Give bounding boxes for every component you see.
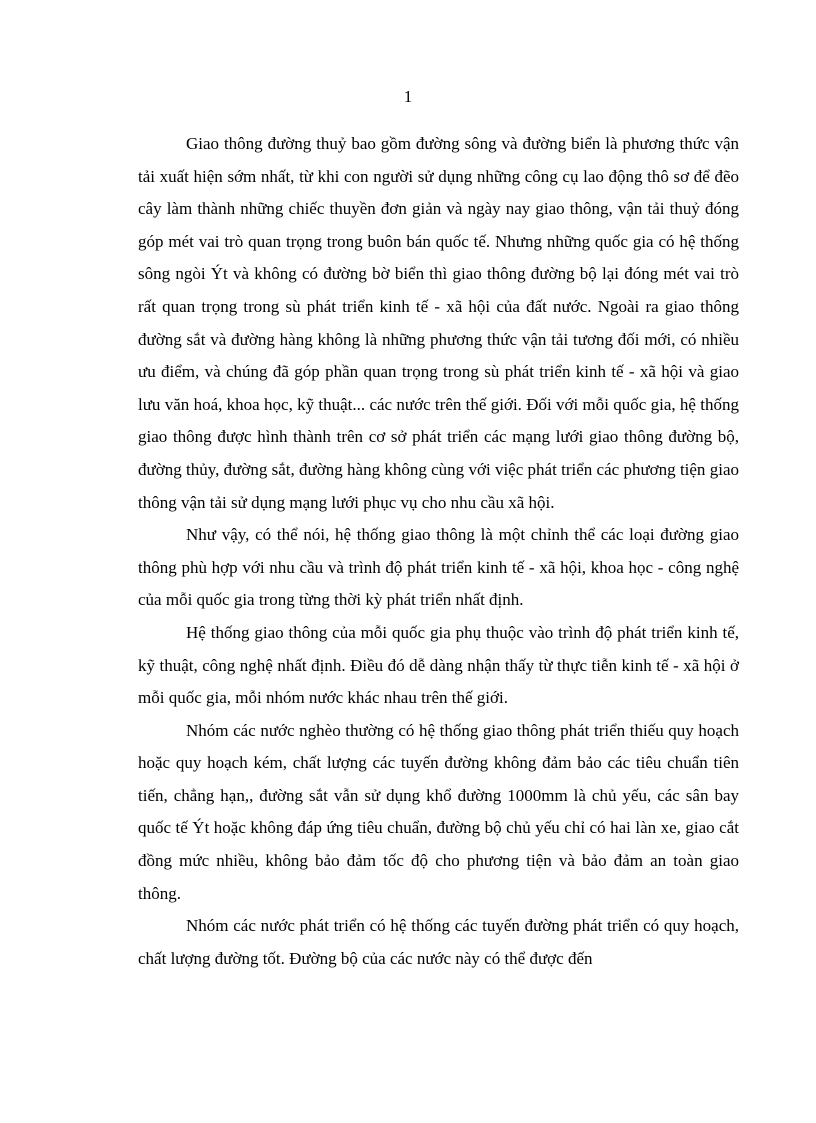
page-number: 1 <box>403 87 413 106</box>
paragraph-waterway-transport: Giao thông đường thuỷ bao gồm đường sông và đường biển là phương thức vận tải xuất hiện sớm nhất, từ khi con người sử dụng những công cụ lao động thô sơ để đẽo cây làm thành những chiếc thuyền đơn giản và ngày nay giao thông, vận tải thuỷ đóng góp mét vai trò quan trọng trong buôn bán quốc tế. Nhưng những quốc gia có hệ thống sông ngòi Ýt và không có đường bờ biển thì giao thông đường bộ lại đóng mét vai trò rất quan trọng trong sù phát triển kinh tế - xã hội của đất nước. Ngoài ra giao thông đường sắt và đường hàng không là những phương thức vận tải tương đối mới, có nhiều ưu điểm, và chúng đã góp phần quan trọng trong sù phát triển kinh tế - xã hội và giao lưu văn hoá, khoa học, kỹ thuật... các nước trên thế giới. Đối với mỗi quốc gia, hệ thống giao thông được hình thành trên cơ sở phát triển các mạng lưới giao thông đường bộ, đường thủy, đường sắt, đường hàng không cùng với việc phát triển các phương tiện giao thông vận tải sử dụng mạng lưới phục vụ cho nhu cầu xã hội. <box>138 134 739 512</box>
paragraph-poor-countries: Nhóm các nước nghèo thường có hệ thống giao thông phát triển thiếu quy hoạch hoặc quy hoạch kém, chất lượng các tuyến đường không đảm bảo các tiêu chuẩn tiên tiến, chẳng hạn,, đường sắt vẫn sử dụng khổ đường 1000mm là chủ yếu, các sân bay quốc tế Ýt hoặc không đáp ứng tiêu chuẩn, đường bộ chủ yếu chỉ có hai làn xe, giao cắt đồng mức nhiều, không bảo đảm tốc độ cho phương tiện và bảo đảm an toàn giao thông. <box>138 720 739 903</box>
paragraph-developed-countries: Nhóm các nước phát triển có hệ thống các tuyến đường phát triển có quy hoạch, chất lượng đường tốt. Đường bộ của các nước này có thể được đến <box>138 916 739 968</box>
paragraph-system-dependence: Hệ thống giao thông của mỗi quốc gia phụ thuộc vào trình độ phát triển kinh tế, kỹ thuật, công nghệ nhất định. Điều đó dễ dàng nhận thấy từ thực tiễn kinh tế - xã hội ở mỗi quốc gia, mỗi nhóm nước khác nhau trên thế giới. <box>138 622 739 708</box>
paragraph-transport-system-definition: Như vậy, có thể nói, hệ thống giao thông là một chỉnh thể các loại đường giao thông phù hợp với nhu cầu và trình độ phát triển kinh tế - xã hội, khoa học - công nghệ của mỗi quốc gia trong từng thời kỳ phát triển nhất định. <box>138 525 739 610</box>
body-text <box>138 128 739 975</box>
